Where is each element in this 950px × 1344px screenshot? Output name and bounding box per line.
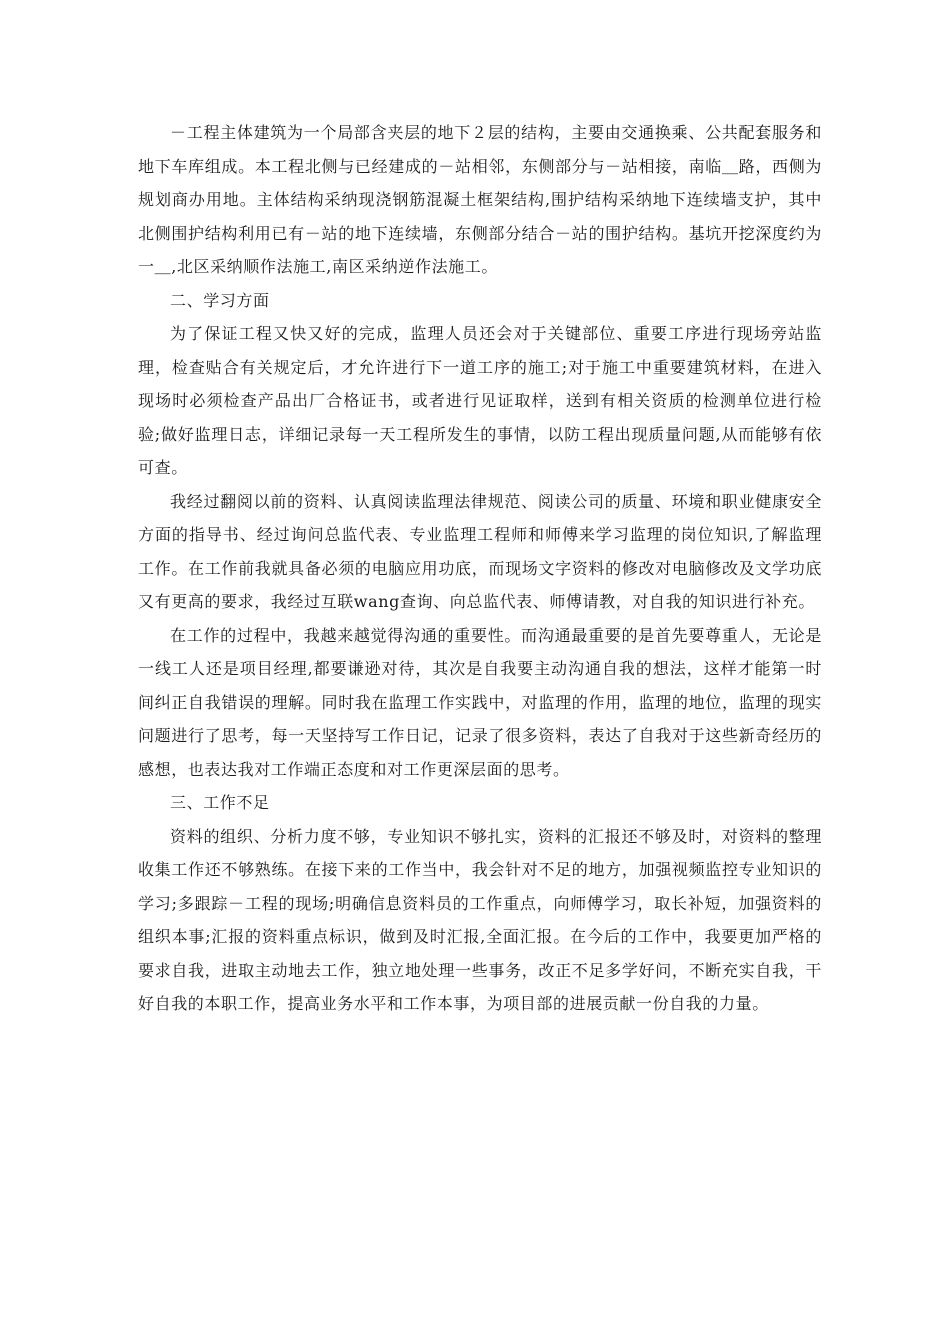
section-heading-learning: 二、学习方面 [170, 290, 270, 310]
paragraph-improvement-plan: 资料的组织、分析力度不够，专业知识不够扎实，资料的汇报还不够及时，对资料的整理收集工作还不够熟练。在接下来的工作当中，我会针对不足的地方，加强视频监控专业知识的学习;多跟踪－工程的现场;明确信息资料员的工作重点，向师傅学习，取长补短，加强资料的组织本事;汇报的资料重点标识，做到及时汇报,全面汇报。在今后的工作中，我要更加严格的要求自我，进取主动地去工作，独立地处理一些事务，改正不足多学好问，不断充实自我，干好自我的本职工作，提高业务水平和工作本事，为项目部的进展贡献一份自我的力量。 [138, 826, 822, 1013]
paragraph-communication: 在工作的过程中，我越来越觉得沟通的重要性。而沟通最重要的是首先要尊重人，无论是一线工人还是项目经理,都要谦逊对待，其次是自我要主动沟通自我的想法，这样才能第一时间纠正自我错误的理解。同时我在监理工作实践中，对监理的作用，监理的地位，监理的现实问题进行了思考，每一天坚持写工作日记，记录了很多资料，表达了自我对于这些新奇经历的感想，也表达我对工作端正态度和对工作更深层面的思考。 [138, 625, 822, 779]
paragraph-project-overview: －工程主体建筑为一个局部含夹层的地下２层的结构，主要由交通换乘、公共配套服务和地下车库组成。本工程北侧与已经建成的－站相邻，东侧部分与－站相接，南临＿路，西侧为规划商办用地。主体结构采纳现浇钢筋混凝土框架结构,围护结构采纳地下连续墙支护，其中北侧围护结构利用已有－站的地下连续墙，东侧部分结合－站的围护结构。基坑开挖深度约为一＿,北区采纳顺作法施工,南区采纳逆作法施工。 [138, 123, 822, 276]
section-heading-shortcomings: 三、工作不足 [170, 793, 270, 812]
document-body [138, 116, 822, 1021]
paragraph-study-methods: 我经过翻阅以前的资料、认真阅读监理法律规范、阅读公司的质量、环境和职业健康安全方面的指导书、经过询问总监代表、专业监理工程师和师傅来学习监理的岗位知识,了解监理工作。在工作前我就具备必须的电脑应用功底，而现场文字资料的修改对电脑修改及文学功底又有更高的要求，我经过互联wang查询、向总监代表、师傅请教，对自我的知识进行补充。 [138, 491, 822, 611]
paragraph-supervision-duties: 为了保证工程又快又好的完成，监理人员还会对于关键部位、重要工序进行现场旁站监理，检查贴合有关规定后，才允许进行下一道工序的施工;对于施工中重要建筑材料，在进入现场时必须检查产品出厂合格证书，或者进行见证取样，送到有相关资质的检测单位进行检验;做好监理日志，详细记录每一天工程所发生的事情，以防工程出现质量问题,从而能够有依可查。 [138, 324, 822, 477]
